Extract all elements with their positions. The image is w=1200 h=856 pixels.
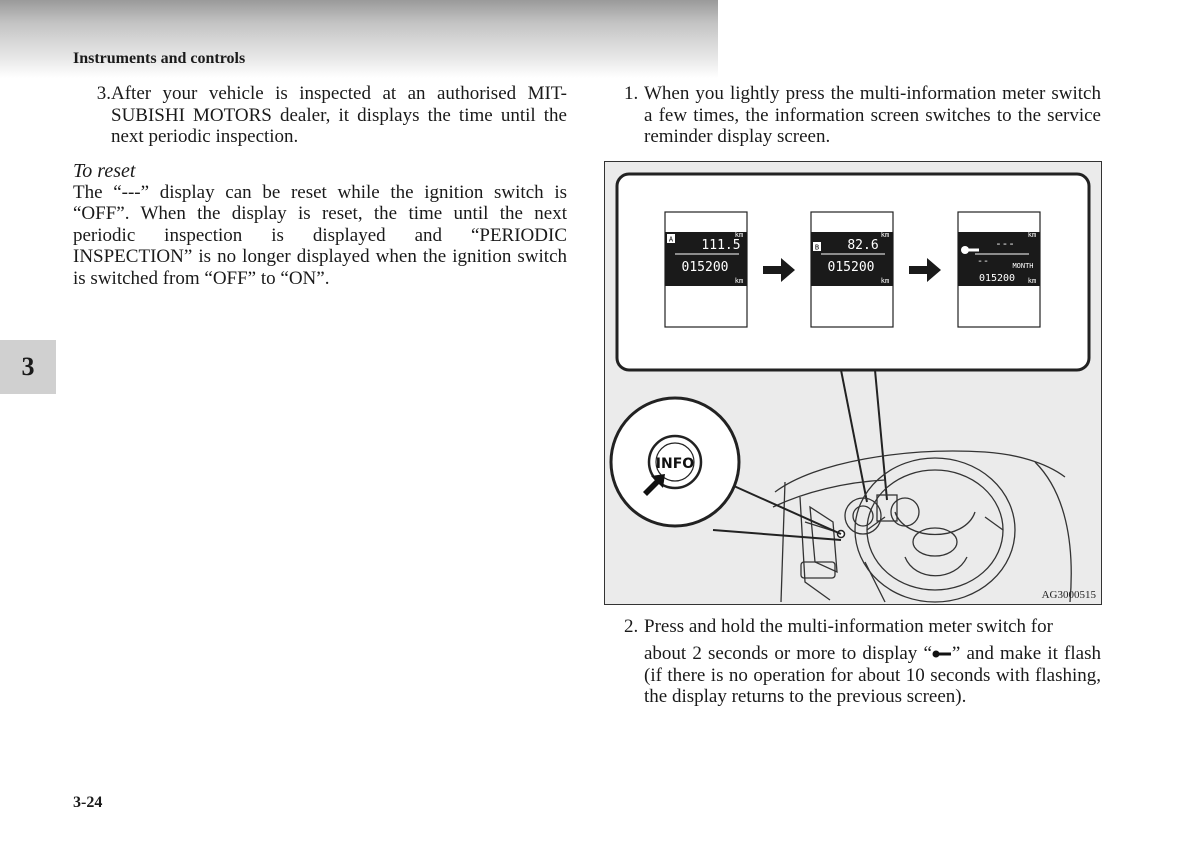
figure-code: AG3000515 [1041,589,1096,601]
display-screen-2 [811,212,893,327]
info-button-callout [611,398,841,540]
step-text-continued [624,643,1101,708]
trip-value: 111.5 [701,238,741,253]
unit-label: km [1027,231,1037,239]
unit-label: km [880,231,890,239]
step-text-part: about 2 seconds or more to display “ [644,642,932,664]
step-text: When you lightly press the multi-information meter switch a few times, the information screen switches to the service reminder display screen. [644,83,1101,147]
illustration-drawing [605,162,1101,604]
step-number: 1. [624,83,639,104]
reset-heading: To reset [73,159,136,182]
service-months: -- [976,256,990,267]
display-screen-3 [958,212,1040,327]
instrument-illustration [604,161,1102,605]
odometer-value: 015200 [978,273,1016,284]
right-column [624,83,1101,148]
month-label: MONTH [1012,262,1034,270]
unit-label: km [1027,277,1037,285]
left-column [73,83,567,289]
chapter-tab: 3 [0,340,56,394]
unit-label: km [734,231,744,239]
step-number: 2. [624,616,639,637]
odometer-value: 015200 [681,260,729,275]
step-number: 3. [96,83,111,104]
page-number: 3-24 [73,794,103,811]
dashboard-drawing [773,451,1071,602]
unit-label: km [880,277,890,285]
info-button-label: INFO [655,456,695,472]
trip-letter: A [668,235,674,244]
display-screen-1 [665,212,747,327]
step-2 [624,616,1101,708]
reset-paragraph: The “---” display can be reset while the ignition switch is “OFF”. When the display is reset, the time until the next periodic inspection is displayed and “PERIODIC INSPECTION” is no longer displayed when the ignition switch is switched from “OFF” to “ON”. [73,181,567,289]
unit-label: km [734,277,744,285]
step-1 [624,83,1101,148]
step-text: After your vehicle is inspected at an authorised MIT-SUBISHI MOTORS dealer, it displays the time until the next periodic inspection. [111,83,567,147]
step-text: Press and hold the multi-information meter switch for [644,616,1053,637]
step-text-part: ” and make it flash (if there is no operation for about 10 seconds with flashing, the display returns to the previous screen). [644,642,1101,708]
step-3 [73,83,567,148]
wrench-icon [932,643,952,665]
section-title: Instruments and controls [73,50,246,67]
trip-value: 82.6 [847,238,879,253]
trip-letter: B [814,243,820,252]
odometer-value: 015200 [827,260,875,275]
service-distance: --- [995,237,1015,250]
